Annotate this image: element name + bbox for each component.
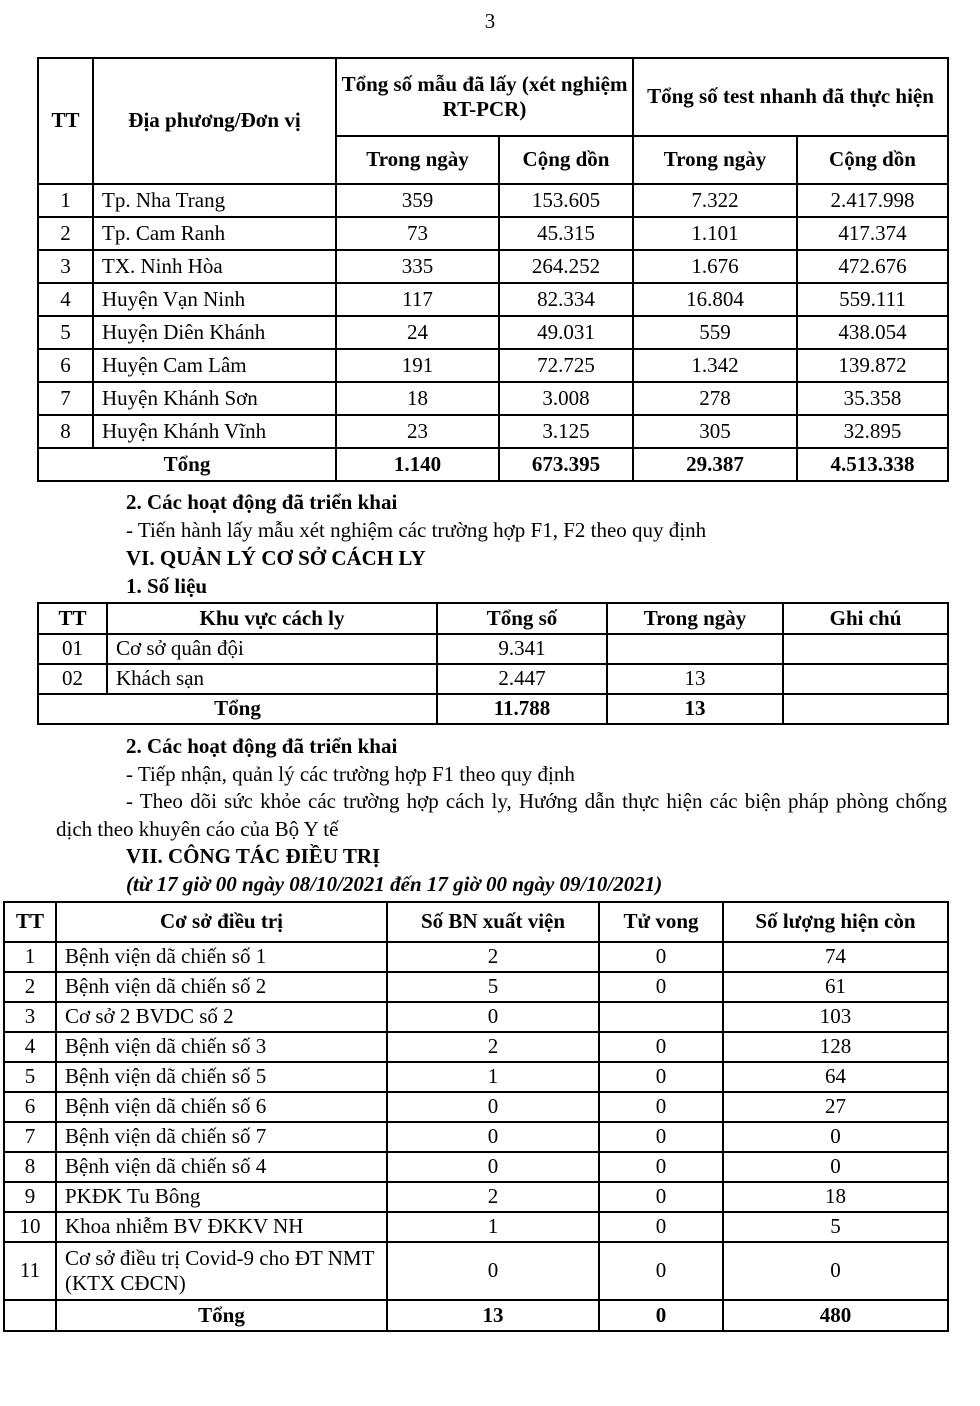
table-cell: 7.322 <box>633 184 797 217</box>
header-in-day: Trong ngày <box>633 136 797 184</box>
table-cell: 278 <box>633 382 797 415</box>
isolation-table <box>37 602 949 725</box>
table-cell: 559 <box>633 316 797 349</box>
table-cell: 0 <box>599 1242 723 1300</box>
treatment-table <box>3 901 949 1332</box>
table-cell: 1.676 <box>633 250 797 283</box>
table-cell: 117 <box>336 283 499 316</box>
table-cell: 6 <box>4 1092 56 1122</box>
section-vii-text <box>56 733 947 898</box>
header-cumulative: Cộng dồn <box>797 136 948 184</box>
table-cell: Khoa nhiễm BV ĐKKV NH <box>56 1212 387 1242</box>
total-cell: 1.140 <box>336 448 499 481</box>
table-cell: 417.374 <box>797 217 948 250</box>
table-cell: Huyện Khánh Sơn <box>93 382 336 415</box>
table-cell: TX. Ninh Hòa <box>93 250 336 283</box>
table-cell: 4 <box>38 283 93 316</box>
header-facility: Cơ sở điều trị <box>56 902 387 942</box>
table-cell: 2.447 <box>437 664 607 694</box>
table-cell: 0 <box>599 1092 723 1122</box>
table-cell: 0 <box>599 942 723 972</box>
section-vii-period: (từ 17 giờ 00 ngày 08/10/2021 đến 17 giờ 00 ngày 09/10/2021) <box>126 871 663 896</box>
table-row <box>4 1062 948 1092</box>
table-cell: 5 <box>723 1212 948 1242</box>
total-cell: 13 <box>607 694 783 724</box>
header-total: Tổng số <box>437 603 607 634</box>
table-row <box>4 1212 948 1242</box>
section-vii-heading: VII. CÔNG TÁC ĐIỀU TRỊ <box>126 844 381 868</box>
total-cell: 29.387 <box>633 448 797 481</box>
total-cell: 4.513.338 <box>797 448 948 481</box>
table-cell: 01 <box>38 634 107 664</box>
table-cell: 64 <box>723 1062 948 1092</box>
table-cell: 335 <box>336 250 499 283</box>
table-cell: 3.008 <box>499 382 633 415</box>
table-cell: 8 <box>38 415 93 448</box>
table-cell: 02 <box>38 664 107 694</box>
table-cell: 73 <box>336 217 499 250</box>
table-cell: 35.358 <box>797 382 948 415</box>
table-row <box>4 1002 948 1032</box>
table-row <box>4 1182 948 1212</box>
table-cell: Bệnh viện dã chiến số 2 <box>56 972 387 1002</box>
table-cell: 0 <box>599 1062 723 1092</box>
activity-line: - Tiếp nhận, quản lý các trường hợp F1 theo quy định <box>126 761 575 786</box>
table-cell: 18 <box>723 1182 948 1212</box>
table-cell: 3.125 <box>499 415 633 448</box>
table-cell: 24 <box>336 316 499 349</box>
table-cell: Huyện Diên Khánh <box>93 316 336 349</box>
table-cell: Khách sạn <box>107 664 437 694</box>
table-cell: 1 <box>4 942 56 972</box>
table-cell: 472.676 <box>797 250 948 283</box>
table-cell: 18 <box>336 382 499 415</box>
table-row <box>38 634 948 664</box>
sampling-table <box>37 57 949 482</box>
table-cell: 9.341 <box>437 634 607 664</box>
total-cell: 13 <box>387 1300 599 1331</box>
table-cell: 3 <box>4 1002 56 1032</box>
table-cell: 0 <box>599 1212 723 1242</box>
table-cell: 9 <box>4 1182 56 1212</box>
table-cell: 45.315 <box>499 217 633 250</box>
table-cell: Cơ sở điều trị Covid-9 cho ĐT NMT (KTX CĐCN) <box>56 1242 387 1300</box>
table-cell: 438.054 <box>797 316 948 349</box>
table-row <box>4 972 948 1002</box>
table-row <box>38 382 948 415</box>
header-tt: TT <box>38 58 93 184</box>
data-heading: 1. Số liệu <box>126 574 208 598</box>
table-cell: 153.605 <box>499 184 633 217</box>
table-header-row <box>4 902 948 942</box>
table-cell <box>783 634 948 664</box>
table-cell: Huyện Vạn Ninh <box>93 283 336 316</box>
header-location: Địa phương/Đơn vị <box>93 58 336 184</box>
header-tt: TT <box>38 603 107 634</box>
table-cell: 0 <box>723 1242 948 1300</box>
table-row <box>38 217 948 250</box>
table-cell: 1 <box>38 184 93 217</box>
table-cell: Cơ sở 2 BVDC số 2 <box>56 1002 387 1032</box>
section-vi-heading: VI. QUẢN LÝ CƠ SỞ CÁCH LY <box>126 546 426 570</box>
total-cell <box>783 694 948 724</box>
table-cell: 4 <box>4 1032 56 1062</box>
page-number: 3 <box>484 9 496 33</box>
total-cell: 480 <box>723 1300 948 1331</box>
table-row <box>4 1152 948 1182</box>
total-cell: 0 <box>599 1300 723 1331</box>
header-rapid-group: Tổng số test nhanh đã thực hiện <box>633 58 948 136</box>
table-cell: 10 <box>4 1212 56 1242</box>
table-cell: Bệnh viện dã chiến số 4 <box>56 1152 387 1182</box>
table-cell: 139.872 <box>797 349 948 382</box>
table-row <box>38 415 948 448</box>
table-cell: 0 <box>599 1182 723 1212</box>
table-cell: 72.725 <box>499 349 633 382</box>
table-total-row <box>38 694 948 724</box>
table-cell <box>607 634 783 664</box>
table-cell: 128 <box>723 1032 948 1062</box>
table-row <box>38 283 948 316</box>
table-total-row <box>4 1300 948 1331</box>
header-discharged: Số BN xuất viện <box>387 902 599 942</box>
table-row <box>4 1242 948 1300</box>
table-cell: 74 <box>723 942 948 972</box>
table-row <box>4 1122 948 1152</box>
table-cell: 2 <box>38 217 93 250</box>
table-cell: 27 <box>723 1092 948 1122</box>
activity-line: - Theo dõi sức khỏe các trường hợp cách ly, Hướng dẫn thực hiện các biện pháp phòng chống dịch theo khuyên cáo của Bộ Y tế <box>56 789 947 841</box>
table-cell: 11 <box>4 1242 56 1300</box>
table-cell: 49.031 <box>499 316 633 349</box>
table-cell: PKĐK Tu Bông <box>56 1182 387 1212</box>
table-header-row <box>38 603 948 634</box>
header-note: Ghi chú <box>783 603 948 634</box>
table-row <box>38 250 948 283</box>
table-cell <box>783 664 948 694</box>
table-cell: Bệnh viện dã chiến số 3 <box>56 1032 387 1062</box>
table-cell: 2 <box>4 972 56 1002</box>
table-cell: 0 <box>387 1092 599 1122</box>
table-cell: 7 <box>38 382 93 415</box>
table-row <box>4 1092 948 1122</box>
header-area: Khu vực cách ly <box>107 603 437 634</box>
table-cell: 0 <box>599 1122 723 1152</box>
table-cell: 103 <box>723 1002 948 1032</box>
table-cell: 13 <box>607 664 783 694</box>
table-cell: Huyện Khánh Vĩnh <box>93 415 336 448</box>
total-label: Tổng <box>56 1300 387 1331</box>
table-cell: 0 <box>599 1152 723 1182</box>
table-cell: 82.334 <box>499 283 633 316</box>
table-cell: Bệnh viện dã chiến số 6 <box>56 1092 387 1122</box>
table-cell: 305 <box>633 415 797 448</box>
table-cell: Cơ sở quân đội <box>107 634 437 664</box>
table-cell: 1 <box>387 1212 599 1242</box>
total-label: Tổng <box>38 448 336 481</box>
table-cell: 0 <box>599 972 723 1002</box>
total-label: Tổng <box>38 694 437 724</box>
total-empty-cell <box>4 1300 56 1331</box>
table-cell: 0 <box>599 1032 723 1062</box>
table-cell: 32.895 <box>797 415 948 448</box>
table-row <box>4 942 948 972</box>
header-in-day: Trong ngày <box>607 603 783 634</box>
table-cell <box>599 1002 723 1032</box>
table-cell: 191 <box>336 349 499 382</box>
table-cell: Huyện Cam Lâm <box>93 349 336 382</box>
section-vi-text <box>56 488 947 600</box>
table-cell: 5 <box>38 316 93 349</box>
table-cell: 0 <box>723 1152 948 1182</box>
table-cell: 0 <box>723 1122 948 1152</box>
header-tt: TT <box>4 902 56 942</box>
table-cell: 5 <box>4 1062 56 1092</box>
table-row <box>38 316 948 349</box>
table-cell: 3 <box>38 250 93 283</box>
header-in-day: Trong ngày <box>336 136 499 184</box>
table-cell: 6 <box>38 349 93 382</box>
table-cell: 559.111 <box>797 283 948 316</box>
header-remaining: Số lượng hiện còn <box>723 902 948 942</box>
table-cell: 1 <box>387 1062 599 1092</box>
table-cell: 359 <box>336 184 499 217</box>
table-cell: Tp. Cam Ranh <box>93 217 336 250</box>
table-cell: 5 <box>387 972 599 1002</box>
table-cell: 0 <box>387 1122 599 1152</box>
table-cell: 7 <box>4 1122 56 1152</box>
table-cell: 264.252 <box>499 250 633 283</box>
header-pcr-group: Tổng số mẫu đã lấy (xét nghiệm RT-PCR) <box>336 58 633 136</box>
table-row <box>38 664 948 694</box>
table-cell: 16.804 <box>633 283 797 316</box>
table-cell: Bệnh viện dã chiến số 7 <box>56 1122 387 1152</box>
table-total-row <box>38 448 948 481</box>
table-cell: Tp. Nha Trang <box>93 184 336 217</box>
table-cell: 0 <box>387 1002 599 1032</box>
activity-line: - Tiến hành lấy mẫu xét nghiệm các trường hợp F1, F2 theo quy định <box>126 518 707 542</box>
table-row <box>38 184 948 217</box>
table-cell: 2 <box>387 942 599 972</box>
table-cell: 1.101 <box>633 217 797 250</box>
table-cell: 2 <box>387 1032 599 1062</box>
table-cell: 8 <box>4 1152 56 1182</box>
total-cell: 11.788 <box>437 694 607 724</box>
table-header-row <box>38 58 948 136</box>
table-cell: 1.342 <box>633 349 797 382</box>
table-cell: 23 <box>336 415 499 448</box>
activities-heading: 2. Các hoạt động đã triển khai <box>126 490 398 514</box>
table-cell: Bệnh viện dã chiến số 1 <box>56 942 387 972</box>
table-cell: 2 <box>387 1182 599 1212</box>
table-cell: 61 <box>723 972 948 1002</box>
table-row <box>4 1032 948 1062</box>
activities-heading: 2. Các hoạt động đã triển khai <box>126 734 398 758</box>
total-cell: 673.395 <box>499 448 633 481</box>
table-cell: 0 <box>387 1242 599 1300</box>
table-cell: Bệnh viện dã chiến số 5 <box>56 1062 387 1092</box>
header-cumulative: Cộng dồn <box>499 136 633 184</box>
table-cell: 0 <box>387 1152 599 1182</box>
table-row <box>38 349 948 382</box>
table-cell: 2.417.998 <box>797 184 948 217</box>
header-deaths: Tử vong <box>599 902 723 942</box>
